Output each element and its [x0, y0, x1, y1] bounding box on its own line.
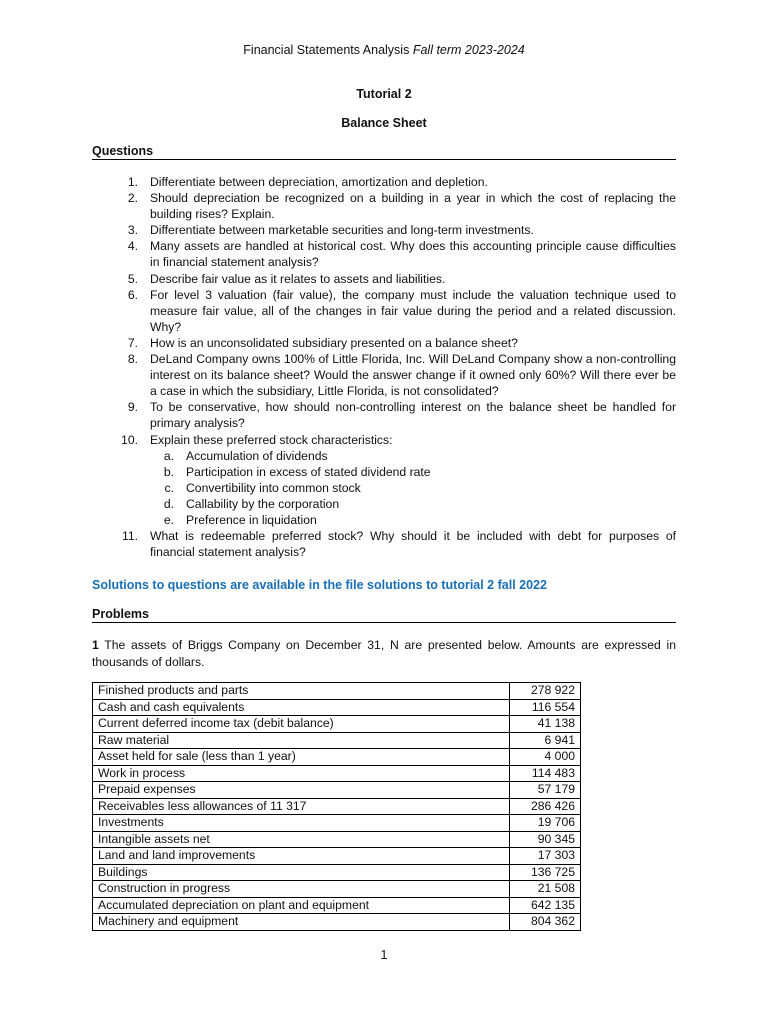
question-item: 2. Should depreciation be recognized on a building in a year in which the cost of replacing the building rises? Explain. — [127, 191, 676, 222]
questions-list — [92, 174, 676, 560]
page-number: 1 — [380, 948, 388, 962]
questions-heading: Questions — [92, 144, 676, 160]
question-item: 8. DeLand Company owns 100% of Little Florida, Inc. Will DeLand Company show a non-controlling interest on its balance sheet? Would the answer change if it owned only 60%? Will there ever be a case in which the subsidiary, Little Florida, is not consolidated? — [127, 352, 676, 399]
table-row: Work in process 114 483 — [93, 765, 581, 782]
question-item: 10. Explain these preferred stock characteristics: — [121, 432, 393, 447]
table-row: Cash and cash equivalents 116 554 — [93, 699, 581, 716]
sub-item: c. Convertibility into common stock — [164, 480, 361, 495]
question-item: 3. Differentiate between marketable securities and long-term investments. — [127, 223, 534, 238]
problems-heading: Problems — [92, 607, 676, 623]
assets-table — [92, 682, 581, 931]
question-item: 9. To be conservative, how should non-controlling interest on the balance sheet be handled for primary analysis? — [127, 400, 676, 431]
sub-item: a. Accumulation of dividends — [163, 448, 328, 463]
table-row: Current deferred income tax (debit balance) 41 138 — [93, 716, 581, 733]
table-row: Prepaid expenses 57 179 — [93, 782, 581, 799]
page-header — [0, 43, 768, 57]
table-row: Asset held for sale (less than 1 year) 4 000 — [93, 749, 581, 766]
question-item: 4. Many assets are handled at historical cost. Why does this accounting principle cause difficulties in financial statement analysis? — [127, 239, 676, 270]
table-row: Raw material 6 941 — [93, 732, 581, 749]
table-row: Accumulated depreciation on plant and equipment 642 135 — [93, 897, 581, 914]
course-name: Financial Statements Analysis — [243, 43, 410, 57]
table-row: Land and land improvements 17 303 — [93, 848, 581, 865]
table-row: Finished products and parts 278 922 — [93, 683, 581, 700]
sub-item: b. Participation in excess of stated dividend rate — [163, 464, 431, 479]
sub-item: d. Callability by the corporation — [163, 496, 340, 511]
table-row: Intangible assets net 90 345 — [93, 831, 581, 848]
solutions-note: Solutions to questions are available in the file solutions to tutorial 2 fall 2022 — [92, 578, 547, 592]
question-item: 7. How is an unconsolidated subsidiary presented on a balance sheet? — [127, 335, 518, 350]
sub-item: e. Preference in liquidation — [163, 512, 317, 527]
question-item: 6. For level 3 valuation (fair value), the company must include the valuation technique used to measure fair value, all of the changes in fair value during the period and a related discussion. Why? — [127, 287, 676, 334]
table-row: Construction in progress 21 508 — [93, 881, 581, 898]
table-row: Receivables less allowances of 11 317 286 426 — [93, 798, 581, 815]
document-subtitle: Balance Sheet — [341, 116, 427, 130]
question-item: 11. What is redeemable preferred stock? Why should it be included with debt for purposes of financial statement analysis? — [121, 529, 676, 560]
question-item: 1. Differentiate between depreciation, amortization and depletion. — [127, 175, 488, 189]
tutorial-title: Tutorial 2 — [356, 87, 412, 101]
table-row: Investments 19 706 — [93, 815, 581, 832]
problem-1-intro — [92, 637, 676, 671]
term-label: Fall term 2023-2024 — [412, 43, 525, 57]
problem-number: 1 — [92, 638, 99, 652]
table-row: Buildings 136 725 — [93, 864, 581, 881]
problem-text: The assets of Briggs Company on December 31, N are presented below. Amounts are expressed in thousands of dollars. — [92, 638, 676, 669]
table-row: Machinery and equipment 804 362 — [93, 914, 581, 931]
question-item: 5. Describe fair value as it relates to assets and liabilities. — [127, 271, 446, 286]
